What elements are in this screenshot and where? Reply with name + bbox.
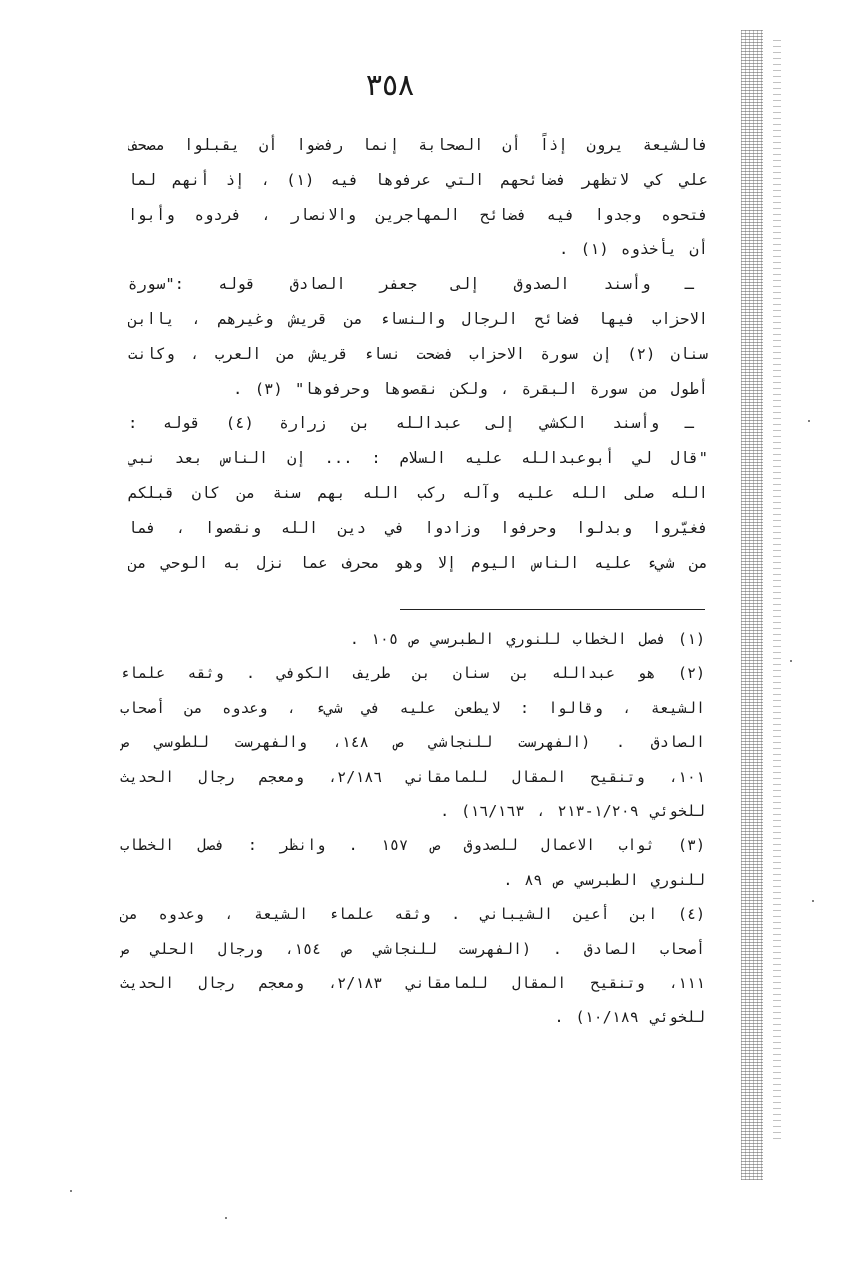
text-line: ـ وأسند الصدوق إلى جعفر الصادق قوله :"سورة — [128, 275, 694, 294]
footnote-line: (٢) هو عبدالله بن سنان بن طريف الكوفي . وثقه علماء — [120, 664, 705, 683]
footnote-line: الشيعة ، وقالوا : لايطعن عليه في شيء ، وعدوه من أصحاب — [120, 698, 705, 717]
text-line: ـ وأسند الكشي إلى عبدالله بن زرارة (٤) قوله : — [128, 414, 694, 433]
footnote-line: للخوئي ١٠/١٨٩) . — [554, 1008, 705, 1027]
footnote-line: للخوئي ١/٢٠٩-٢١٣ ، ١٦/١٦٣) . — [440, 801, 705, 820]
text-line: سنان (٢) إن سورة الاحزاب فضحت نساء قريش من العرب ، وكانت — [128, 344, 708, 363]
text-line: الاحزاب فيها فضائح الرجال والنساء من قريش وغيرهم ، ياابن — [128, 309, 708, 328]
footnote-separator — [400, 609, 705, 610]
footnote-line: أصحاب الصادق . (الفهرست للنجاشي ص ١٥٤، ورجال الحلي ص — [120, 939, 705, 958]
footnote-line: (٤) ابن أعين الشيباني . وثقه علماء الشيعة ، وعدوه من — [120, 905, 705, 924]
footnote-line: الصادق . (الفهرست للنجاشي ص ١٤٨، والفهرست للطوسي ص — [120, 733, 705, 752]
footnotes — [120, 622, 705, 1035]
text-line: "قال لي أبوعبدالله عليه السلام : ... إن الناس بعد نبي — [128, 449, 708, 468]
text-line: فالشيعة يرون إذاً أن الصحابة إنما رفضوا أن يقبلوا مصحف — [128, 136, 708, 154]
text-line: أن يأخذوه (١) . — [559, 240, 708, 259]
scanner-edge-noise-secondary — [773, 40, 781, 1140]
text-line: من شيء عليه الناس اليوم إلا وهو محرف عما نزل به الوحي من — [128, 553, 708, 572]
footnote-line: ١٠١، وتنقيح المقال للمامقاني ٢/١٨٦، ومعجم رجال الحديث — [120, 767, 705, 786]
text-line: فتحوه وجدوا فيه فضائح المهاجرين والانصار ، فردوه وأبوا — [128, 205, 708, 224]
main-text — [128, 128, 708, 580]
text-line: فغيّروا وبدلوا وحرفوا وزادوا في دين الله ونقصوا ، فما — [128, 518, 708, 537]
scanner-edge-noise — [741, 30, 763, 1180]
footnote-line: (٣) ثواب الاعمال للصدوق ص ١٥٧ . وانظر : فصل الخطاب — [120, 836, 705, 855]
text-line: علي كي لاتظهر فضائحهم التي عرفوها فيه (١) ، إذ أنهم لما — [128, 170, 708, 189]
footnote-line: ١١١، وتنقيح المقال للمامقاني ٢/١٨٣، ومعجم رجال الحديث — [120, 973, 705, 992]
footnote-line: (١) فصل الخطاب للنوري الطبرسي ص ١٠٥ . — [349, 630, 705, 648]
page-number: ٣٥٨ — [365, 68, 415, 103]
text-line: أطول من سورة البقرة ، ولكن نقصوها وحرفوها" (٣) . — [233, 379, 708, 398]
footnote-line: للنوري الطبرسي ص ٨٩ . — [503, 870, 705, 889]
text-line: الله صلى الله عليه وآله ركب الله بهم سنة من كان قبلكم — [128, 483, 708, 502]
